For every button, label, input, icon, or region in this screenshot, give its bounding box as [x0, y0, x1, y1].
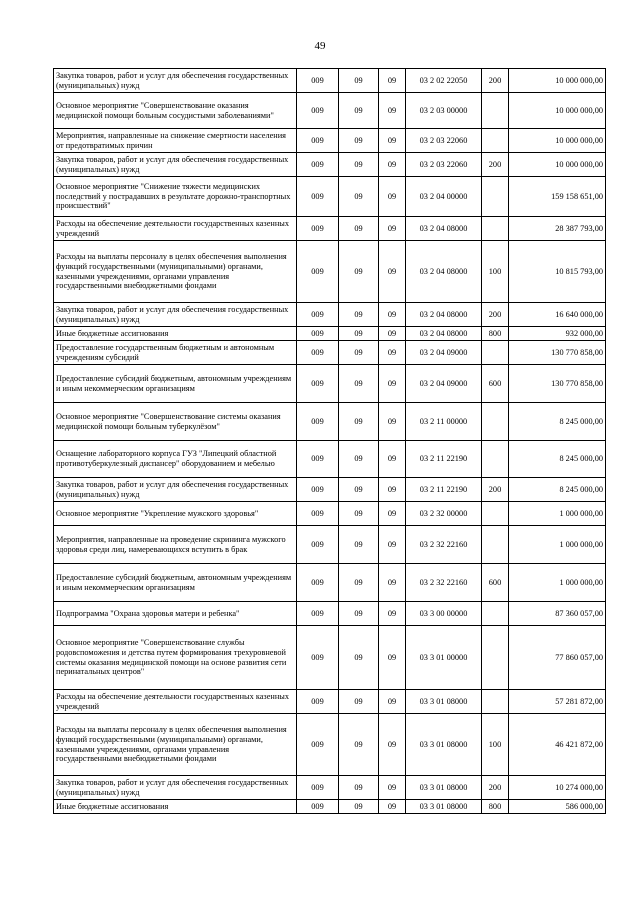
- section-cell: 09: [339, 800, 379, 814]
- amount-cell: 10 000 000,00: [509, 69, 606, 93]
- target-article-cell: 03 2 04 00000: [406, 177, 482, 217]
- budget-table: [53, 68, 606, 814]
- subsection-cell: 09: [379, 303, 406, 327]
- table-row: [54, 365, 606, 403]
- target-article-cell: 03 2 04 08000: [406, 241, 482, 303]
- target-article-cell: 03 2 04 09000: [406, 341, 482, 365]
- target-article-cell: 03 2 03 22060: [406, 129, 482, 153]
- expense-type-cell: [482, 626, 509, 690]
- amount-cell: 10 000 000,00: [509, 93, 606, 129]
- admin-code-cell: 009: [297, 714, 339, 776]
- section-cell: 09: [339, 365, 379, 403]
- target-article-cell: 03 2 02 22050: [406, 69, 482, 93]
- section-cell: 09: [339, 69, 379, 93]
- admin-code-cell: 009: [297, 153, 339, 177]
- expense-type-cell: 600: [482, 365, 509, 403]
- subsection-cell: 09: [379, 217, 406, 241]
- amount-cell: 10 000 000,00: [509, 153, 606, 177]
- row-name-cell: Мероприятия, направленные на проведение скрининга мужского здоровья среди лиц, намеревающихся вступить в брак: [54, 526, 297, 564]
- row-name-cell: Предоставление государственным бюджетным и автономным учреждениям субсидий: [54, 341, 297, 365]
- admin-code-cell: 009: [297, 502, 339, 526]
- table-row: [54, 177, 606, 217]
- table-row: [54, 800, 606, 814]
- target-article-cell: 03 2 04 08000: [406, 217, 482, 241]
- subsection-cell: 09: [379, 153, 406, 177]
- admin-code-cell: 009: [297, 241, 339, 303]
- table-row: [54, 526, 606, 564]
- row-name-cell: Закупка товаров, работ и услуг для обеспечения государственных (муниципальных) нужд: [54, 776, 297, 800]
- subsection-cell: 09: [379, 441, 406, 478]
- amount-cell: 1 000 000,00: [509, 564, 606, 602]
- section-cell: 09: [339, 626, 379, 690]
- row-name-cell: Иные бюджетные ассигнования: [54, 800, 297, 814]
- subsection-cell: 09: [379, 129, 406, 153]
- admin-code-cell: 009: [297, 365, 339, 403]
- target-article-cell: 03 2 32 22160: [406, 526, 482, 564]
- amount-cell: 159 158 651,00: [509, 177, 606, 217]
- section-cell: 09: [339, 341, 379, 365]
- section-cell: 09: [339, 327, 379, 341]
- table-row: [54, 441, 606, 478]
- expense-type-cell: [482, 93, 509, 129]
- amount-cell: 130 770 858,00: [509, 365, 606, 403]
- subsection-cell: 09: [379, 714, 406, 776]
- target-article-cell: 03 3 01 08000: [406, 714, 482, 776]
- amount-cell: 16 640 000,00: [509, 303, 606, 327]
- amount-cell: 130 770 858,00: [509, 341, 606, 365]
- row-name-cell: Расходы на выплаты персоналу в целях обеспечения выполнения функций государственными (муниципальными) органами, казенными учреждениями, органами управления государственными внебюджетными фондами: [54, 241, 297, 303]
- table-row: [54, 93, 606, 129]
- expense-type-cell: 200: [482, 776, 509, 800]
- subsection-cell: 09: [379, 365, 406, 403]
- page-number: 49: [314, 40, 326, 52]
- expense-type-cell: 200: [482, 69, 509, 93]
- subsection-cell: 09: [379, 177, 406, 217]
- section-cell: 09: [339, 93, 379, 129]
- expense-type-cell: [482, 526, 509, 564]
- expense-type-cell: [482, 690, 509, 714]
- admin-code-cell: 009: [297, 69, 339, 93]
- target-article-cell: 03 2 11 22190: [406, 478, 482, 502]
- section-cell: 09: [339, 776, 379, 800]
- target-article-cell: 03 2 03 00000: [406, 93, 482, 129]
- section-cell: 09: [339, 478, 379, 502]
- target-article-cell: 03 3 01 08000: [406, 800, 482, 814]
- target-article-cell: 03 2 04 08000: [406, 303, 482, 327]
- subsection-cell: 09: [379, 776, 406, 800]
- expense-type-cell: [482, 129, 509, 153]
- section-cell: 09: [339, 526, 379, 564]
- amount-cell: 77 860 057,00: [509, 626, 606, 690]
- section-cell: 09: [339, 303, 379, 327]
- expense-type-cell: 200: [482, 478, 509, 502]
- expense-type-cell: 600: [482, 564, 509, 602]
- section-cell: 09: [339, 441, 379, 478]
- row-name-cell: Оснащение лабораторного корпуса ГУЗ "Липецкий областной противотуберкулезный диспансер" оборудованием и мебелью: [54, 441, 297, 478]
- table-row: [54, 564, 606, 602]
- section-cell: 09: [339, 564, 379, 602]
- section-cell: 09: [339, 403, 379, 441]
- target-article-cell: 03 2 32 22160: [406, 564, 482, 602]
- admin-code-cell: 009: [297, 93, 339, 129]
- section-cell: 09: [339, 602, 379, 626]
- row-name-cell: Закупка товаров, работ и услуг для обеспечения государственных (муниципальных) нужд: [54, 69, 297, 93]
- admin-code-cell: 009: [297, 564, 339, 602]
- amount-cell: 10 815 793,00: [509, 241, 606, 303]
- expense-type-cell: [482, 403, 509, 441]
- admin-code-cell: 009: [297, 526, 339, 564]
- admin-code-cell: 009: [297, 327, 339, 341]
- expense-type-cell: 800: [482, 327, 509, 341]
- target-article-cell: 03 2 32 00000: [406, 502, 482, 526]
- subsection-cell: 09: [379, 93, 406, 129]
- target-article-cell: 03 3 01 08000: [406, 690, 482, 714]
- admin-code-cell: 009: [297, 341, 339, 365]
- subsection-cell: 09: [379, 602, 406, 626]
- table-row: [54, 129, 606, 153]
- table-row: [54, 69, 606, 93]
- admin-code-cell: 009: [297, 217, 339, 241]
- row-name-cell: Расходы на выплаты персоналу в целях обеспечения выполнения функций государственными (муниципальными) органами, казенными учреждениями, органами управления государственными внебюджетными фондами: [54, 714, 297, 776]
- target-article-cell: 03 2 03 22060: [406, 153, 482, 177]
- subsection-cell: 09: [379, 564, 406, 602]
- target-article-cell: 03 2 11 00000: [406, 403, 482, 441]
- expense-type-cell: [482, 341, 509, 365]
- table-row: [54, 714, 606, 776]
- row-name-cell: Закупка товаров, работ и услуг для обеспечения государственных (муниципальных) нужд: [54, 478, 297, 502]
- row-name-cell: Основное мероприятие "Снижение тяжести медицинских последствий у пострадавших в результате дорожно-транспортных происшествий": [54, 177, 297, 217]
- table-row: [54, 502, 606, 526]
- subsection-cell: 09: [379, 800, 406, 814]
- amount-cell: 8 245 000,00: [509, 403, 606, 441]
- amount-cell: 1 000 000,00: [509, 526, 606, 564]
- subsection-cell: 09: [379, 69, 406, 93]
- table-row: [54, 690, 606, 714]
- table-row: [54, 303, 606, 327]
- amount-cell: 10 274 000,00: [509, 776, 606, 800]
- subsection-cell: 09: [379, 241, 406, 303]
- admin-code-cell: 009: [297, 626, 339, 690]
- amount-cell: 8 245 000,00: [509, 478, 606, 502]
- admin-code-cell: 009: [297, 690, 339, 714]
- row-name-cell: Мероприятия, направленные на снижение смертности населения от предотвратимых причин: [54, 129, 297, 153]
- subsection-cell: 09: [379, 327, 406, 341]
- row-name-cell: Закупка товаров, работ и услуг для обеспечения государственных (муниципальных) нужд: [54, 153, 297, 177]
- expense-type-cell: 100: [482, 241, 509, 303]
- admin-code-cell: 009: [297, 403, 339, 441]
- row-name-cell: Закупка товаров, работ и услуг для обеспечения государственных (муниципальных) нужд: [54, 303, 297, 327]
- amount-cell: 57 281 872,00: [509, 690, 606, 714]
- table-row: [54, 153, 606, 177]
- expense-type-cell: [482, 502, 509, 526]
- section-cell: 09: [339, 129, 379, 153]
- table-row: [54, 241, 606, 303]
- expense-type-cell: [482, 177, 509, 217]
- table-row: [54, 478, 606, 502]
- target-article-cell: 03 3 00 00000: [406, 602, 482, 626]
- admin-code-cell: 009: [297, 441, 339, 478]
- subsection-cell: 09: [379, 502, 406, 526]
- amount-cell: 1 000 000,00: [509, 502, 606, 526]
- section-cell: 09: [339, 502, 379, 526]
- row-name-cell: Предоставление субсидий бюджетным, автономным учреждениям и иным некоммерческим организациям: [54, 365, 297, 403]
- amount-cell: 87 360 057,00: [509, 602, 606, 626]
- subsection-cell: 09: [379, 341, 406, 365]
- row-name-cell: Основное мероприятие "Укрепление мужского здоровья": [54, 502, 297, 526]
- admin-code-cell: 009: [297, 303, 339, 327]
- amount-cell: 932 000,00: [509, 327, 606, 341]
- table-row: [54, 776, 606, 800]
- row-name-cell: Расходы на обеспечение деятельности государственных казенных учреждений: [54, 217, 297, 241]
- table-row: [54, 626, 606, 690]
- target-article-cell: 03 2 11 22190: [406, 441, 482, 478]
- admin-code-cell: 009: [297, 602, 339, 626]
- subsection-cell: 09: [379, 690, 406, 714]
- section-cell: 09: [339, 714, 379, 776]
- amount-cell: 10 000 000,00: [509, 129, 606, 153]
- expense-type-cell: 200: [482, 153, 509, 177]
- target-article-cell: 03 2 04 08000: [406, 327, 482, 341]
- subsection-cell: 09: [379, 478, 406, 502]
- table-row: [54, 217, 606, 241]
- table-row: [54, 327, 606, 341]
- row-name-cell: Иные бюджетные ассигнования: [54, 327, 297, 341]
- section-cell: 09: [339, 217, 379, 241]
- expense-type-cell: 800: [482, 800, 509, 814]
- table-row: [54, 403, 606, 441]
- target-article-cell: 03 3 01 00000: [406, 626, 482, 690]
- section-cell: 09: [339, 177, 379, 217]
- expense-type-cell: 100: [482, 714, 509, 776]
- amount-cell: 28 387 793,00: [509, 217, 606, 241]
- amount-cell: 586 000,00: [509, 800, 606, 814]
- amount-cell: 8 245 000,00: [509, 441, 606, 478]
- row-name-cell: Предоставление субсидий бюджетным, автономным учреждениям и иным некоммерческим организациям: [54, 564, 297, 602]
- subsection-cell: 09: [379, 526, 406, 564]
- expense-type-cell: [482, 441, 509, 478]
- table-row: [54, 602, 606, 626]
- subsection-cell: 09: [379, 626, 406, 690]
- section-cell: 09: [339, 690, 379, 714]
- amount-cell: 46 421 872,00: [509, 714, 606, 776]
- target-article-cell: 03 2 04 09000: [406, 365, 482, 403]
- table-row: [54, 341, 606, 365]
- row-name-cell: Расходы на обеспечение деятельности государственных казенных учреждений: [54, 690, 297, 714]
- expense-type-cell: [482, 602, 509, 626]
- row-name-cell: Основное мероприятие "Совершенствование оказания медицинской помощи больным сосудистыми заболеваниями": [54, 93, 297, 129]
- expense-type-cell: 200: [482, 303, 509, 327]
- admin-code-cell: 009: [297, 177, 339, 217]
- section-cell: 09: [339, 241, 379, 303]
- admin-code-cell: 009: [297, 478, 339, 502]
- admin-code-cell: 009: [297, 776, 339, 800]
- row-name-cell: Основное мероприятие "Совершенствование системы оказания медицинской помощи больным туберкулёзом": [54, 403, 297, 441]
- budget-table-body: [54, 69, 606, 814]
- section-cell: 09: [339, 153, 379, 177]
- subsection-cell: 09: [379, 403, 406, 441]
- expense-type-cell: [482, 217, 509, 241]
- row-name-cell: Основное мероприятие "Совершенствование службы родовспоможения и детства путем формирования трехуровневой системы оказания медицинской помощи на основе развития сети перинатальных центров": [54, 626, 297, 690]
- row-name-cell: Подпрограмма "Охрана здоровья матери и ребенка": [54, 602, 297, 626]
- target-article-cell: 03 3 01 08000: [406, 776, 482, 800]
- admin-code-cell: 009: [297, 129, 339, 153]
- admin-code-cell: 009: [297, 800, 339, 814]
